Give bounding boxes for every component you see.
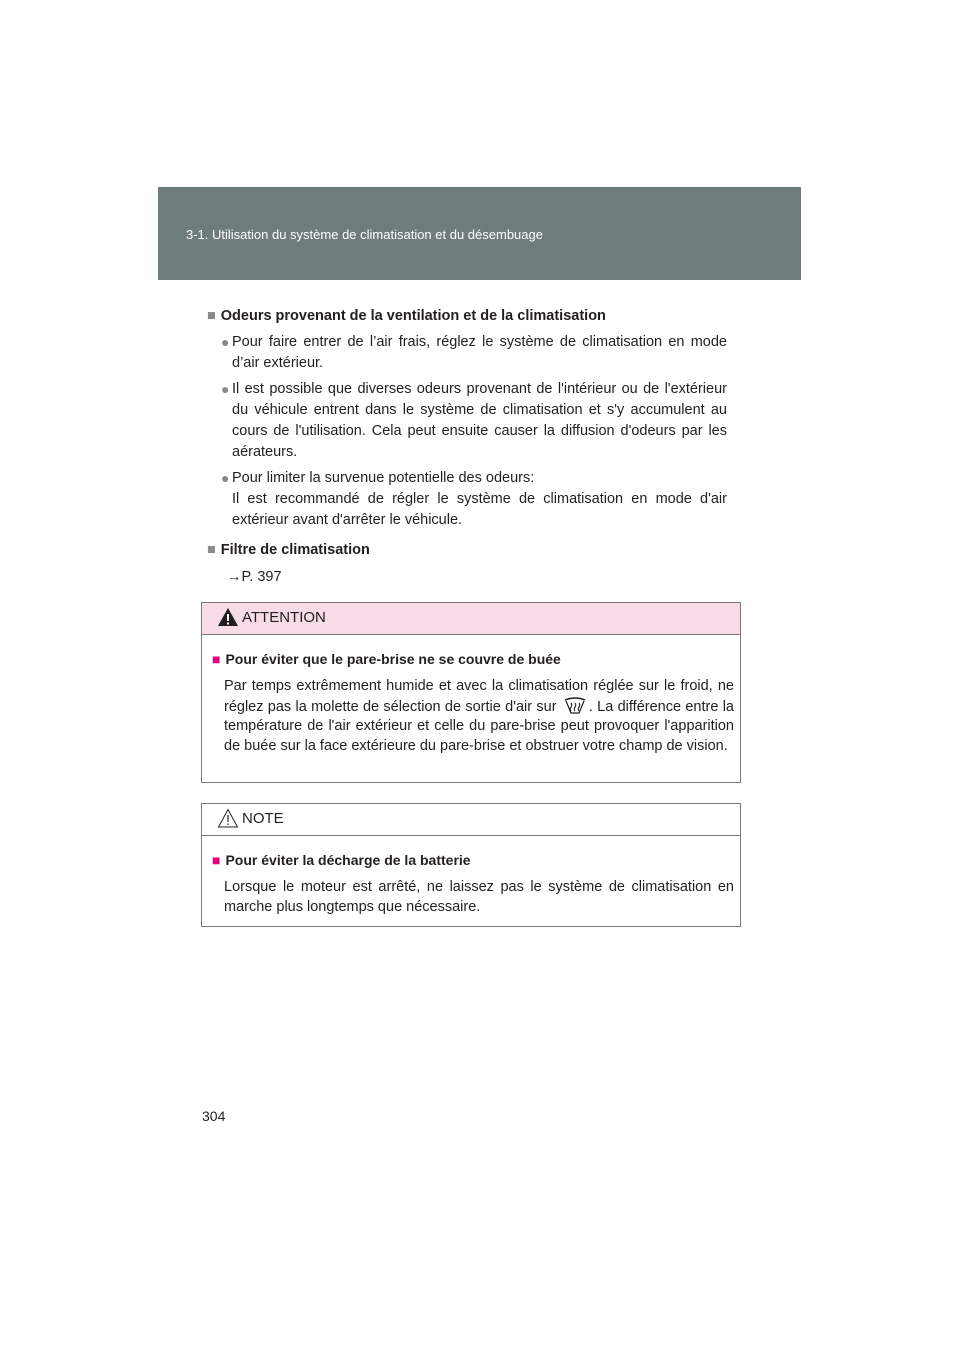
section-title-odeurs: ■ Odeurs provenant de la ventilation et de la climatisation	[207, 308, 606, 324]
list-item: ● Pour faire entrer de l’air frais, réglez le système de climatisation en mode d’air extérieur.	[221, 334, 727, 371]
note-label: NOTE	[242, 810, 284, 827]
circle-bullet-icon: ●	[221, 381, 230, 397]
note-text: Lorsque le moteur est arrêté, ne laissez pas le système de climatisation en marche plus longtemps que nécessaire.	[224, 879, 734, 915]
page-number: 304	[202, 1108, 226, 1124]
attention-title: ■ Pour éviter que le pare-brise ne se couvre de buée	[212, 651, 561, 667]
square-bullet-icon: ■	[212, 852, 221, 868]
section-header-band	[158, 187, 801, 280]
attention-box	[201, 602, 741, 783]
attention-header	[202, 603, 740, 635]
square-bullet-icon: ■	[207, 308, 216, 324]
square-bullet-icon: ■	[207, 542, 216, 558]
section-title-filtre: ■ Filtre de climatisation	[207, 542, 370, 558]
main-content	[207, 306, 727, 585]
page-reference: →P. 397	[227, 569, 282, 585]
attention-body	[202, 635, 740, 757]
caution-triangle-icon	[217, 808, 239, 828]
circle-bullet-icon: ●	[221, 334, 230, 350]
attention-label: ATTENTION	[242, 609, 326, 626]
note-body	[202, 836, 740, 917]
note-title: ■ Pour éviter la décharge de la batterie	[212, 852, 471, 868]
note-header	[202, 804, 740, 836]
section-header-title: 3-1. Utilisation du système de climatisation et du désembuage	[186, 227, 543, 242]
warning-triangle-icon	[217, 607, 239, 627]
list-item: ● Il est possible que diverses odeurs provenant de l'intérieur ou de l'extérieur du véhicule entrent dans le système de climatisation et s'y accumulent au cours de l'utilisation. Cela peut ensuite causer la diffusion d'odeurs par les aérateurs.	[221, 381, 727, 460]
square-bullet-icon: ■	[212, 651, 221, 667]
attention-text: Par temps extrêmement humide et avec la climatisation réglée sur le froid, ne réglez pas la molette de sélection de sortie d'air sur . La différence entre la température de l'air extérieur et celle du pare-brise peut provoquer l'apparition de buée sur la face extérieure du pare-brise et obstruer votre champ de vision.	[224, 678, 734, 755]
windshield-defroster-icon	[564, 697, 586, 714]
list-item: ● Pour limiter la survenue potentielle des odeurs: Il est recommandé de régler le système de climatisation en mode d'air extérieur avant d'arrêter le véhicule.	[221, 470, 727, 528]
note-box	[201, 803, 741, 927]
circle-bullet-icon: ●	[221, 470, 230, 486]
